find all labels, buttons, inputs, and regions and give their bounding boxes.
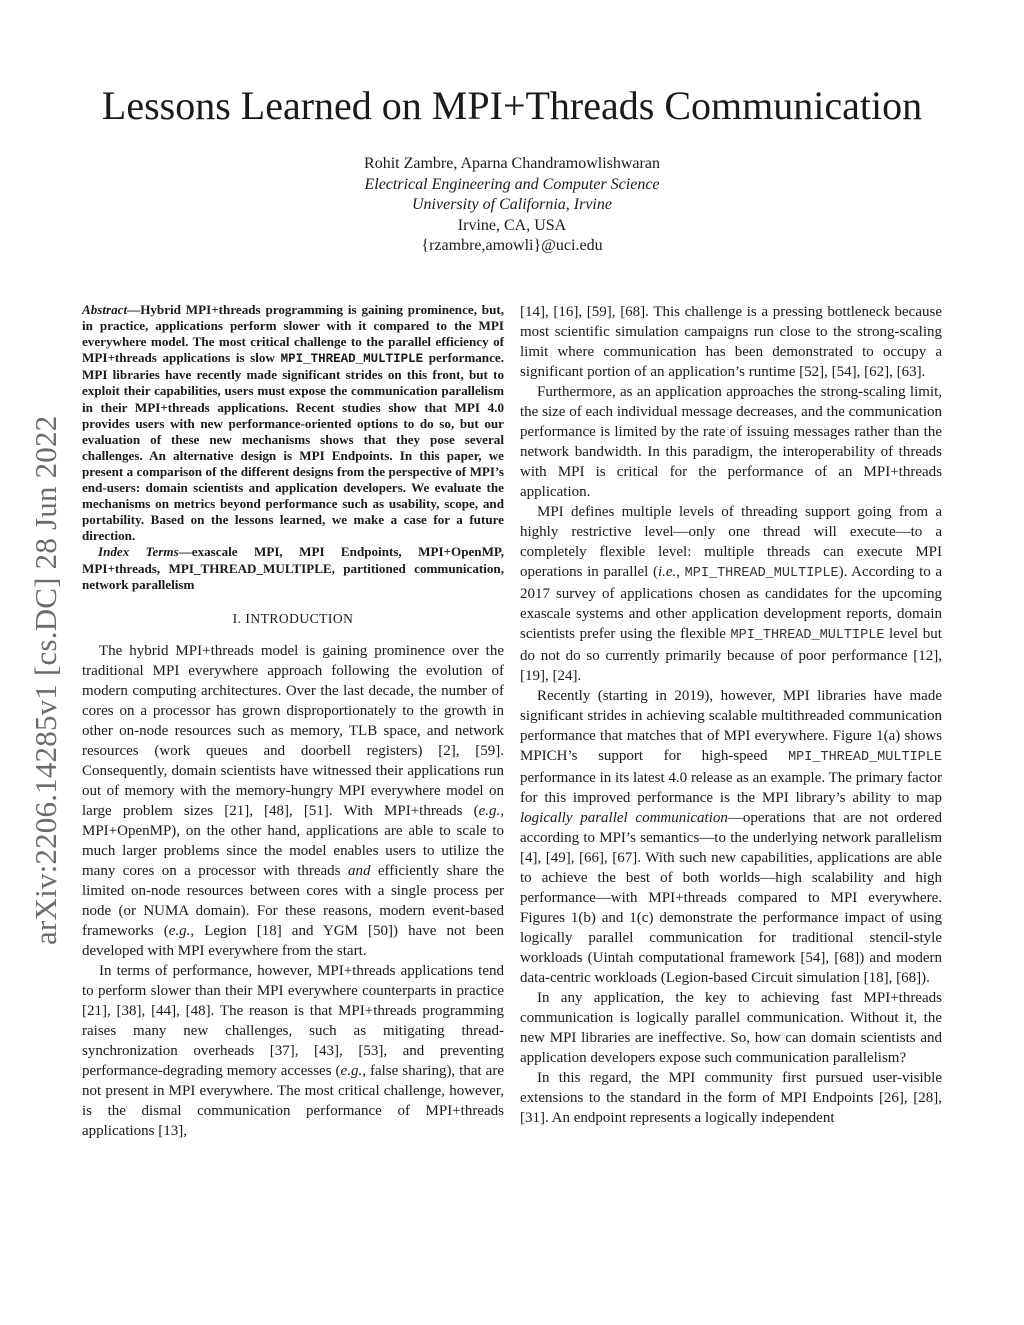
paragraph-segment: , false sharing), that are not present in MPI everywhere. The most critical challenge, however, is the dismal communication performance of MPI+threads applications [13], (82, 1062, 504, 1139)
paragraph-segment: e.g. (340, 1062, 363, 1079)
index-terms (82, 544, 504, 592)
body-paragraph (520, 988, 942, 1068)
abstract-label: Abstract (82, 302, 128, 317)
left-column (82, 302, 504, 1141)
paragraph-segment: performance in its latest 4.0 release as an example. The primary factor for this improved performance is the MPI library’s ability to map (520, 770, 942, 806)
paragraph-segment: —operations that are not ordered according to MPI’s semantics—to the underlying network parallelism [4], [49], [66], [67]. With such new capabilities, applications are able to achieve the best of both worlds—high scalability and high performance—with MPI+threads compared to MPI everywhere. Figures 1(b) and 1(c) demonstrate the performance impact of using logically parallel communication for traditional stencil-style workloads (Uintah computational framework [54], [68]) and modern data-centric workloads (Legion-based Circuit simulation [18], [68]). (520, 810, 942, 986)
paragraph-segment: e.g. (168, 922, 191, 939)
section-heading-introduction: I. INTRODUCTION (232, 610, 354, 626)
paragraph-segment: [14], [16], [59], [68]. This challenge is a pressing bottleneck because most scientific simulation campaigns run close to the strong-scaling limit where communication has been demonstrated to occupy a significant portion of an application’s runtime [52], [54], [62], [63]. (520, 304, 942, 380)
paragraph-segment: MPI_THREAD_MULTIPLE (788, 750, 942, 765)
paragraph-segment: MPI_THREAD_MULTIPLE (684, 566, 839, 581)
body-paragraph (82, 961, 504, 1141)
author-block (0, 154, 1024, 257)
paragraph-segment: i.e. (657, 564, 677, 580)
paragraph-segment: MPI defines multiple levels of threading support going from a highly restrictive level—only one thread will execute—to a completely flexible level: multiple threads can execute MPI operations in parallel ( (520, 504, 942, 580)
author-email: {rzambre,amowli}@uci.edu (421, 237, 603, 254)
paragraph-segment: The hybrid MPI+threads model is gaining prominence over the traditional MPI everywhere approach following the evolution of modern computing architectures. Over the last decade, the number of cores on a processor has grown disproportionately to the growth in other on-node resources such as memory, TLB space, and network resources (work queues and doorbell registers) [2], [59]. Consequently, domain scientists have witnessed their applications run out of memory with the memory-hungry MPI everywhere model on large problem sizes [21], [48], [51]. With MPI+threads ( (82, 642, 504, 819)
body-paragraph (520, 686, 942, 988)
author-department: Electrical Engineering and Computer Science (364, 175, 660, 193)
index-terms-label: Index Terms (98, 544, 179, 560)
paragraph-segment: MPI_THREAD_MULTIPLE (730, 628, 885, 643)
paragraph-segment: logically parallel communication (520, 810, 728, 826)
paragraph-segment: Furthermore, as an application approaches the strong-scaling limit, the size of each individual message decreases, and the communication performance is limited by the rate of issuing messages rather than the network bandwidth. In this paradigm, the interoperability of threads with MPI is critical for the performance of an MPI+threads application. (520, 384, 942, 500)
author-names: Rohit Zambre, Aparna Chandramowlishwaran (364, 155, 660, 172)
body-paragraph (520, 302, 942, 382)
paragraph-segment: In terms of performance, however, MPI+threads applications tend to perform slower than their MPI everywhere counterparts in practice [21], [38], [44], [48]. The reason is that MPI+threads programming raises many new challenges, such as mitigating thread-synchronization overheads [37], [43], [53], and preventing performance-degrading memory accesses ( (82, 962, 504, 1079)
paragraph-segment: Recently (starting in 2019), however, MPI libraries have made significant strides in achieving scalable multithreaded communication performance that matches that of MPI everywhere. Figure 1(a) shows MPICH’s support for high-speed (520, 688, 942, 764)
right-body-text (520, 302, 942, 1128)
abstract-code: MPI_THREAD_MULTIPLE (280, 352, 424, 367)
paragraph-segment: efficiently share the limited on-node resources between cores with a single process per node (or NUMA domain). For these reasons, modern event-based frameworks ( (82, 862, 504, 939)
arxiv-stamp: arXiv:2206.14285v1 [cs.DC] 28 Jun 2022 (28, 415, 63, 945)
paragraph-segment: and (347, 862, 371, 879)
abstract-text-1: —Hybrid MPI+threads programming is gaining prominence, but, in practice, applications perform slower with it compared to the MPI everywhere model. The most critical challenge to the parallel efficiency of MPI+threads applications is slow (82, 302, 504, 366)
author-university: University of California, Irvine (412, 196, 612, 213)
body-paragraph (520, 1068, 942, 1128)
author-location: Irvine, CA, USA (457, 216, 567, 234)
abstract (82, 302, 504, 544)
abstract-text-2: performance. MPI libraries have recently made significant strides on this front, but to exploit their capabilities, users must expose the communication parallelism in their MPI+threads applications. Recent studies show that MPI 4.0 provides users with new performance-oriented options to do so, but our evaluation of these new mechanisms shows that they pose several challenges. An alternative design is MPI Endpoints. In this paper, we present a comparison of the different designs from the perspective of MPI’s end-users: domain scientists and application developers. We evaluate the mechanisms on metrics beyond performance such as usability, scope, and portability. Based on the lessons learned, we make a case for a future direction. (82, 350, 504, 544)
body-paragraph (82, 641, 504, 961)
paragraph-segment: , Legion [18] and YGM [50]) have not been developed with MPI everywhere from the start. (82, 922, 504, 959)
index-terms-text: —exascale MPI, MPI Endpoints, MPI+OpenMP, MPI+threads, MPI_THREAD_MULTIPLE, partitioned communication, network parallelism (82, 544, 504, 592)
paragraph-segment: e.g. (478, 802, 501, 819)
paragraph-segment: In this regard, the MPI community first pursued user-visible extensions to the standard in the form of MPI Endpoints [26], [28], [31]. An endpoint represents a logically independent (520, 1070, 942, 1126)
paragraph-segment: , (676, 564, 685, 580)
body-paragraph (520, 502, 942, 686)
right-column (520, 302, 942, 1128)
paragraph-segment: ). According to a 2017 survey of applications chosen as candidates for the upcoming exascale systems and other application development reports, domain scientists prefer using the flexible (520, 564, 943, 642)
paragraph-segment: In any application, the key to achieving fast MPI+threads communication is logically parallel communication. Without it, the new MPI libraries are ineffective. So, how can domain scientists and application developers expose such communication parallelism? (520, 990, 942, 1066)
paragraph-segment: level but do not do so currently primarily because of poor performance [12], [19], [24]. (520, 626, 942, 684)
paragraph-segment: , MPI+OpenMP), on the other hand, applications are able to scale to much larger problems since the model enables users to utilize the many cores on a processor with threads (82, 802, 504, 879)
left-body-text (82, 641, 504, 1141)
paper-title: Lessons Learned on MPI+Threads Communication (101, 83, 923, 128)
body-paragraph (520, 382, 942, 502)
